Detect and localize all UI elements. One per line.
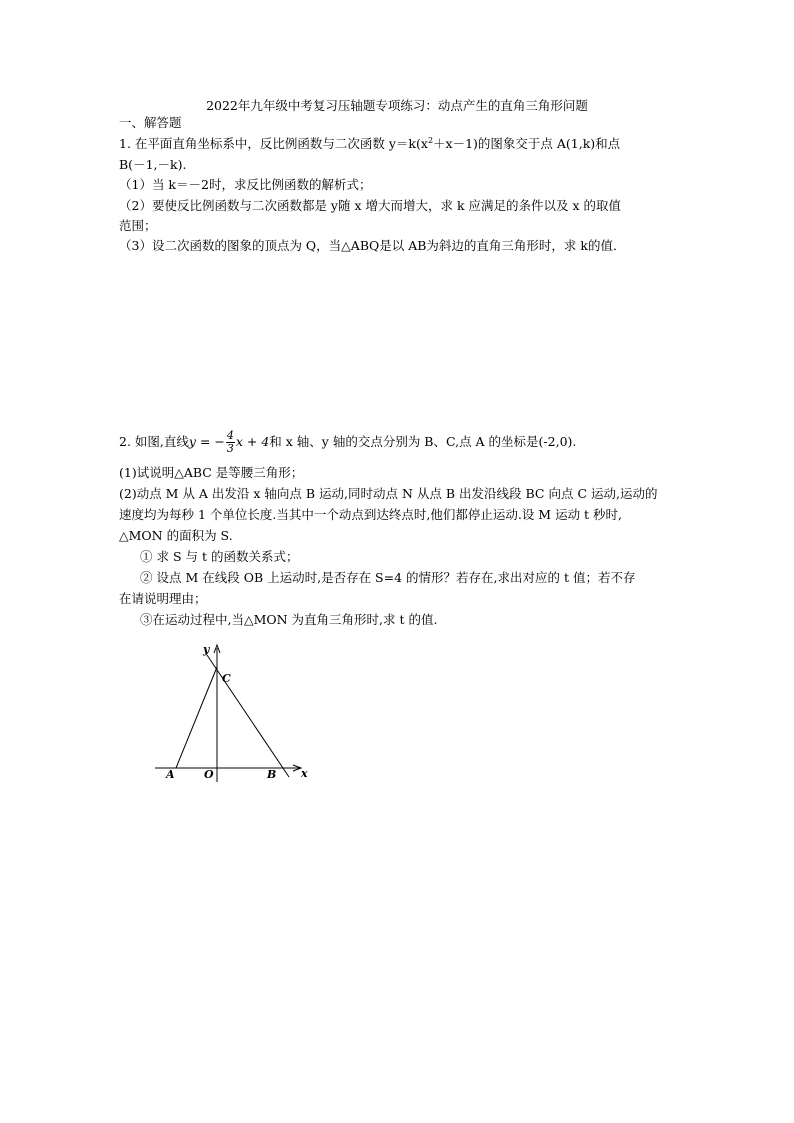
label-b: B (267, 768, 277, 781)
q2-sub1: ① 求 S 与 t 的函数关系式； (140, 549, 299, 564)
label-x: x (301, 767, 308, 780)
q2-line1: 2. 如图,直线y = − $\frac{4}{3}$ x + 4和 x 轴、y 轴的交点分别为 B、C,点 A 的坐标是(-2,0). (119, 429, 577, 455)
fraction-four-thirds: $\frac{4}{3}$ (226, 429, 234, 455)
line-ac (176, 667, 217, 768)
q1-line2: B(－1,－k). (119, 157, 187, 172)
q2-sub2-line1: ② 设点 M 在线段 OB 上运动时,是否存在 S=4 的情形？若存在,求出对应的 t 值；若不存 (140, 570, 636, 585)
q2-part2-line2: 速度均为每秒 1 个单位长度.当其中一个动点到达终点时,他们都停止运动.设 M 运动 t 秒时, (119, 507, 623, 522)
label-y: y (203, 643, 210, 656)
q2-part2-line1: (2)动点 M 从 A 出发沿 x 轴向点 B 运动,同时动点 N 从点 B 出发沿线段 BC 向点 C 运动,运动的 (119, 486, 658, 501)
q1-part3: （3）设二次函数的图象的顶点为 Q，当△ABQ是以 AB为斜边的直角三角形时，求 k的值． (119, 238, 626, 253)
label-o: O (204, 768, 214, 781)
q2-sub2-line2: 在请说明理由； (119, 591, 207, 606)
q2-part2-line3: △MON 的面积为 S. (119, 528, 233, 543)
q1-line1: 1. 在平面直角坐标系中，反比例函数与二次函数 $y=k(x^2+x-1)$的图象交于点 A(1,k)和点 (119, 135, 621, 151)
line-bc (207, 655, 289, 777)
q1-part2-line2: 范围； (119, 218, 157, 233)
page-title: 2022年九年级中考复习压轴题专项练习：动点产生的直角三角形问题 (206, 98, 588, 113)
section-heading: 一、解答题 (119, 115, 182, 130)
coordinate-figure (150, 640, 320, 785)
label-c: C (222, 672, 231, 685)
q1-part1: （1）当 k＝－2时，求反比例函数的解析式； (119, 177, 372, 192)
q1-part2-line1: （2）要使反比例函数与二次函数都是 y随 x 增大而增大，求 k 应满足的条件以及 x 的取值 (119, 198, 622, 213)
q2-sub3: ③在运动过程中,当△MON 为直角三角形时,求 t 的值. (140, 612, 438, 627)
label-a: A (166, 768, 175, 781)
q2-part1: (1)试说明△ABC 是等腰三角形； (119, 465, 304, 480)
